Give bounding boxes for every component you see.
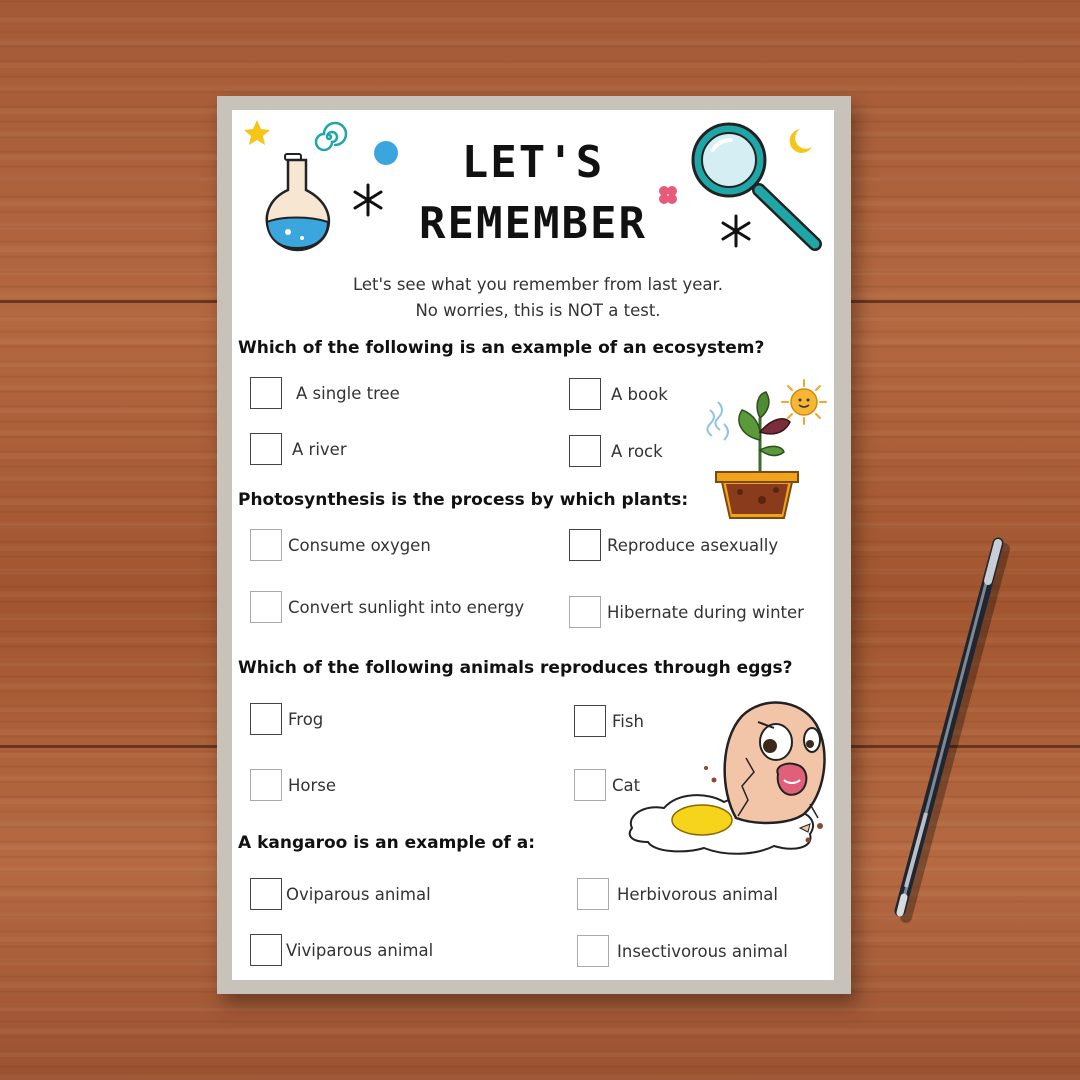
checkbox[interactable] (250, 703, 282, 735)
checkbox[interactable] (250, 878, 282, 910)
answer-option[interactable] (250, 589, 524, 625)
checkbox[interactable] (250, 934, 282, 966)
answer-option[interactable] (250, 375, 400, 411)
option-label: Horse (288, 775, 337, 795)
answer-option[interactable] (569, 594, 804, 630)
answer-option[interactable] (577, 876, 778, 912)
checkbox[interactable] (569, 529, 601, 561)
answer-option[interactable] (250, 876, 431, 912)
question-4: A kangaroo is an example of a: (238, 833, 536, 853)
option-label: Consume oxygen (288, 535, 431, 555)
checkbox[interactable] (574, 705, 606, 737)
option-label: Reproduce asexually (607, 535, 779, 555)
worksheet-title: LET'S (461, 137, 605, 188)
answer-option[interactable] (569, 433, 663, 469)
answer-option[interactable] (250, 701, 323, 737)
option-label: Oviparous animal (286, 884, 431, 904)
option-label: Hibernate during winter (607, 602, 804, 622)
option-label: A rock (611, 441, 663, 461)
answer-option[interactable] (250, 767, 336, 803)
answer-option[interactable] (250, 932, 433, 968)
checkbox[interactable] (250, 769, 282, 801)
checkbox[interactable] (574, 769, 606, 801)
checkbox[interactable] (569, 596, 601, 628)
answer-option[interactable] (569, 527, 778, 563)
checkbox[interactable] (569, 435, 601, 467)
option-label: Viviparous animal (286, 940, 434, 960)
option-label: Insectivorous animal (617, 941, 788, 961)
question-1: Which of the following is an example of an ecosystem? (238, 338, 765, 358)
cracked-egg-icon (624, 700, 834, 860)
intro-text: No worries, this is NOT a test. (415, 301, 661, 320)
question-3: Which of the following animals reproduces through eggs? (238, 658, 793, 678)
sun-icon (780, 378, 828, 426)
option-label: A book (611, 384, 668, 404)
checkbox[interactable] (577, 878, 609, 910)
answer-option[interactable] (250, 431, 347, 467)
option-label: Herbivorous animal (617, 884, 778, 904)
option-label: Cat (612, 775, 641, 795)
option-label: Fish (612, 711, 644, 731)
checkbox[interactable] (577, 935, 609, 967)
checkbox[interactable] (569, 378, 601, 410)
option-label: A single tree (296, 383, 400, 403)
option-label: A river (292, 439, 347, 459)
worksheet-title: REMEMBER (419, 198, 647, 249)
pen-icon (880, 535, 1010, 925)
worksheet (232, 110, 834, 980)
checkbox[interactable] (250, 529, 282, 561)
checkbox[interactable] (250, 433, 282, 465)
answer-option[interactable] (250, 527, 431, 563)
answer-option[interactable] (577, 933, 788, 969)
answer-option[interactable] (569, 376, 668, 412)
checkbox[interactable] (250, 591, 282, 623)
checkbox[interactable] (250, 377, 282, 409)
intro-text: Let's see what you remember from last year. (352, 275, 724, 294)
question-2: Photosynthesis is the process by which plants: (238, 490, 689, 510)
option-label: Frog (288, 709, 324, 729)
option-label: Convert sunlight into energy (288, 597, 525, 617)
